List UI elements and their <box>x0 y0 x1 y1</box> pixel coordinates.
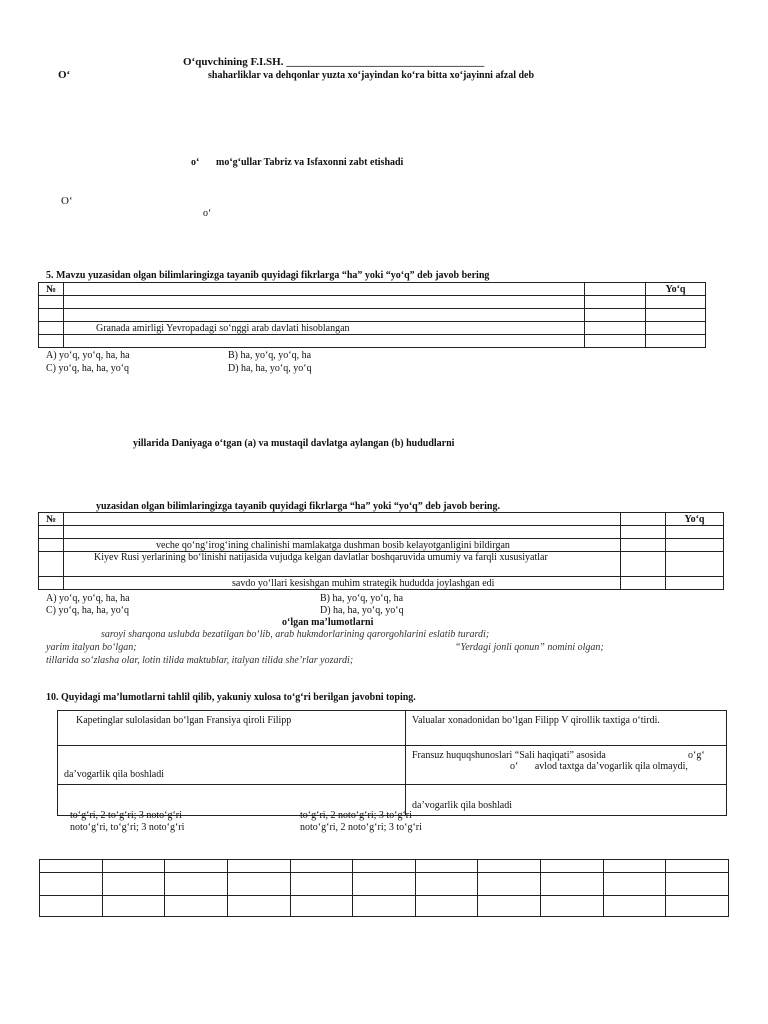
header-no: Yo‘q <box>646 283 706 296</box>
table-row <box>40 860 729 873</box>
q8-option-b[interactable]: B) ha, yo‘q, yo‘q, ha <box>320 593 404 604</box>
q10-cell-right-3: da’vogarlik qila boshladi <box>406 785 727 816</box>
fragment-o1: O‘ <box>58 69 71 81</box>
q10-cell-right-2: Fransuz huquqshunoslari “Sali haqiqati” asosida o‘g‘ o‘ avlod taxtga da’vogarlik qila olmaydi, <box>406 746 727 785</box>
table-row <box>39 526 724 539</box>
question-9-title: o‘lgan ma’lumotlarni <box>282 617 374 628</box>
q9-line-3: tillarida so‘zlasha olar, lotin tilida maktublar, italyan tilida she’rlar yozardi; <box>46 655 354 666</box>
table-row <box>39 513 724 526</box>
statement-text: Kiyev Rusi yerlarining bo‘linishi natijasida vujudga kelgan davlatlar boshqaruvida umumiy va farqli xususiyatlar <box>64 552 621 577</box>
statement-text: Granada amirligi Yevropadagi so‘nggi arab davlati hisoblangan <box>64 322 585 335</box>
q5-option-b[interactable]: B) ha, yo‘q, yo‘q, ha <box>228 350 312 361</box>
table-row <box>39 283 706 296</box>
fragment-o4: o‘ <box>203 208 212 219</box>
header-number: № <box>39 283 64 296</box>
q10-option-a[interactable]: to‘g‘ri, 2 to‘g‘ri; 3 noto‘g‘ri <box>70 810 182 821</box>
q9-line-1: saroyi sharqona uslubda bezatilgan bo‘lib, arab hukmdorlarining qarorgohlarini eslatib turardi; <box>101 629 490 640</box>
name-blank[interactable]: ____________________________________ <box>286 56 485 68</box>
fragment-o3: O‘ <box>61 195 73 207</box>
table-row <box>39 309 706 322</box>
q9-line-2b: “Yerdagi jonli qonun” nomini olgan; <box>455 642 604 653</box>
q9-line-2a: yarim italyan bo‘lgan; <box>46 642 137 653</box>
question-mid-text: yillarida Daniyaga o‘tgan (a) va mustaqil davlatga aylangan (b) hududlarni <box>133 438 455 449</box>
fragment-o2: o‘ <box>191 157 200 168</box>
q8-option-a[interactable]: A) yo‘q, yo‘q, ha, ha <box>46 593 130 604</box>
q8-option-c[interactable]: C) yo‘q, ha, ha, yo‘q <box>46 605 130 616</box>
q10-cell-left-1: Kapetinglar sulolasidan bo‘lgan Fransiya qiroli Filipp <box>58 711 406 746</box>
table-row <box>58 746 727 785</box>
statement-text: veche qo‘ng‘irog‘ining chalinishi mamlakatga dushman bosib kelayotganligini bildirgan <box>64 539 621 552</box>
table-row <box>40 896 729 917</box>
table-row <box>39 296 706 309</box>
question-10-title: 10. Quyidagi ma’lumotlarni tahlil qilib, yakuniy xulosa to‘g‘ri berilgan javobni toping. <box>46 692 416 703</box>
header-number: № <box>39 513 64 526</box>
question-8-table <box>38 512 724 590</box>
answer-grid <box>39 859 729 917</box>
statement-text: savdo yo‘llari kesishgan muhim strategik hududda joylashgan edi <box>64 577 621 590</box>
q10-option-b[interactable]: to‘g‘ri, 2 noto‘g‘ri; 3 to‘g‘ri <box>300 810 412 821</box>
question-8-title: yuzasidan olgan bilimlaringizga tayanib quyidagi fikrlarga “ha” yoki “yo‘q” deb javob bering. <box>96 501 500 512</box>
q10-option-c[interactable]: noto‘g‘ri, to‘g‘ri; 3 noto‘g‘ri <box>70 822 185 833</box>
q10-cell-right-1: Valualar xonadonidan bo‘lgan Filipp V qirollik taxtiga o‘tirdi. <box>406 711 727 746</box>
q5-option-d[interactable]: D) ha, ha, yo‘q, yo‘q <box>228 363 312 374</box>
table-row <box>39 322 706 335</box>
table-row <box>39 539 724 552</box>
question-text-1: shaharliklar va dehqonlar yuzta xo‘jayindan ko‘ra bitta xo‘jayinni afzal deb <box>208 70 535 81</box>
question-text-2: mo‘g‘ullar Tabriz va Isfaxonni zabt etishadi <box>216 157 404 168</box>
table-row <box>39 335 706 348</box>
q8-option-d[interactable]: D) ha, ha, yo‘q, yo‘q <box>320 605 404 616</box>
q10-option-d[interactable]: noto‘g‘ri, 2 noto‘g‘ri; 3 to‘g‘ri <box>300 822 422 833</box>
table-row <box>39 552 724 577</box>
student-name-label: O‘quvchining F.I.SH. ____________________________________ <box>183 56 485 68</box>
q10-cell-left-2: da’vogarlik qila boshladi <box>58 746 406 785</box>
question-10-table <box>57 710 727 816</box>
table-row <box>58 711 727 746</box>
header-no: Yo‘q <box>666 513 724 526</box>
q5-option-c[interactable]: C) yo‘q, ha, ha, yo‘q <box>46 363 130 374</box>
question-5-title: 5. Mavzu yuzasidan olgan bilimlaringizga tayanib quyidagi fikrlarga “ha” yoki “yo‘q” deb javob bering <box>46 270 490 281</box>
question-5-table <box>38 282 706 348</box>
table-row <box>40 873 729 896</box>
q5-option-a[interactable]: A) yo‘q, yo‘q, ha, ha <box>46 350 130 361</box>
table-row <box>39 577 724 590</box>
